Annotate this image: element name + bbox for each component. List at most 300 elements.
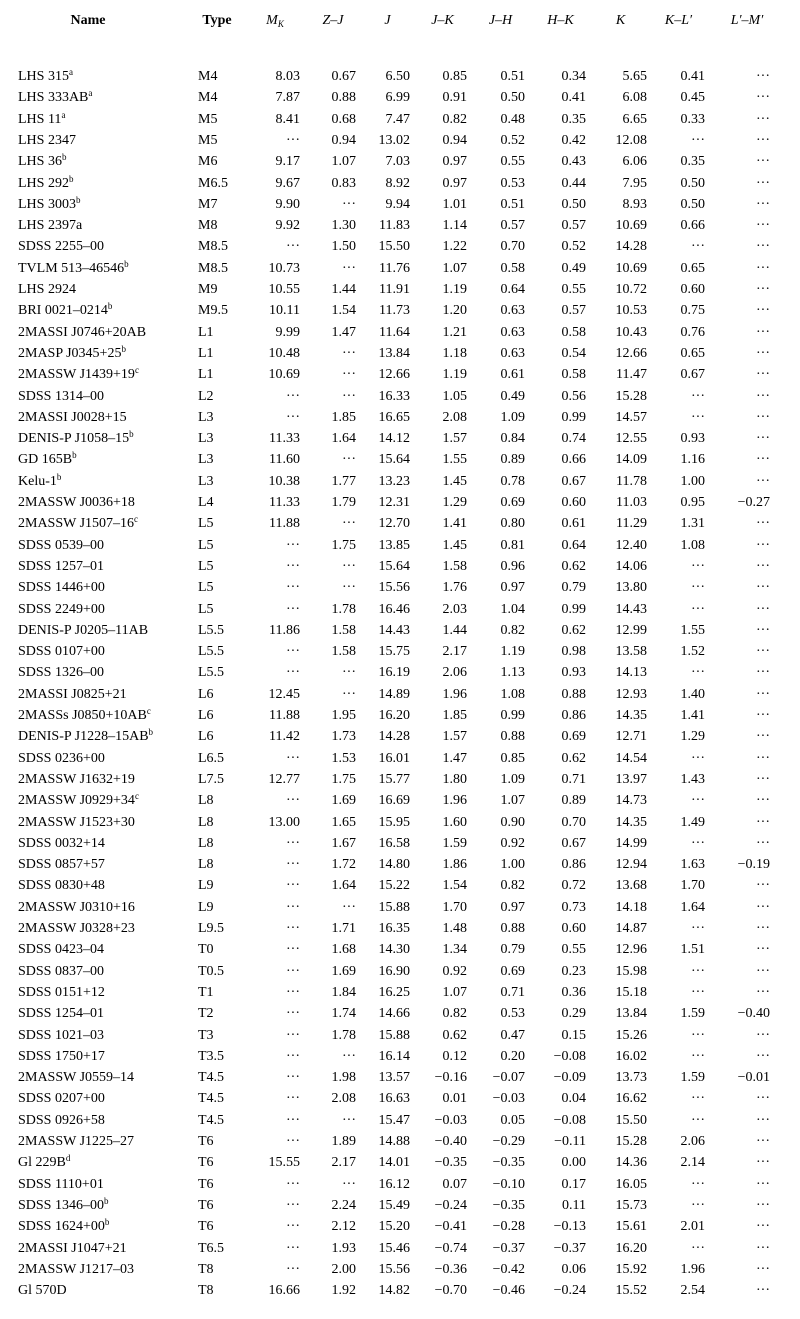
- cell-jk: 1.47: [442, 750, 467, 766]
- cell-k: 16.05: [615, 1176, 647, 1192]
- cell-mk: 13.00: [268, 814, 300, 830]
- cell-hk: 0.55: [561, 282, 586, 297]
- footnote-mark: a: [61, 109, 66, 120]
- cell-mk: ···: [286, 1240, 300, 1256]
- cell-jh: 0.70: [500, 239, 525, 255]
- cell-lm: ···: [756, 793, 770, 809]
- cell-name: [18, 343, 196, 364]
- object-name: 2MASSW J0036+18: [18, 495, 135, 510]
- object-name: GD 165B: [18, 452, 73, 468]
- object-name: SDSS 0857+57: [18, 857, 105, 873]
- cell-name: [18, 1280, 196, 1301]
- cell-lm: ···: [756, 388, 770, 404]
- cell-type: T1: [198, 984, 214, 1000]
- cell-j: 15.56: [378, 1261, 410, 1277]
- cell-k: 14.36: [615, 1155, 647, 1171]
- table-row: [0, 599, 800, 620]
- cell-jk: 1.07: [442, 984, 467, 1000]
- object-name: SDSS 0539–00: [18, 537, 104, 553]
- cell-lm: ···: [756, 750, 770, 766]
- footnote-mark: b: [121, 343, 126, 354]
- cell-mk: 9.90: [275, 196, 300, 212]
- cell-hk: 0.98: [561, 644, 586, 660]
- cell-name: [18, 1110, 196, 1131]
- cell-lm: ···: [756, 132, 770, 148]
- cell-mk: ···: [286, 963, 300, 979]
- cell-lm: ···: [756, 282, 770, 297]
- cell-lm: ···: [756, 1176, 770, 1192]
- table-row: [0, 748, 800, 769]
- cell-type: L5: [198, 537, 214, 553]
- cell-type: T6: [198, 1197, 214, 1213]
- cell-zj: 1.78: [331, 1027, 356, 1043]
- cell-jk: 1.57: [442, 729, 467, 745]
- cell-zj: 2.17: [331, 1155, 356, 1171]
- cell-zj: 1.67: [331, 835, 356, 851]
- cell-name: [18, 513, 196, 534]
- cell-zj: 2.08: [331, 1091, 356, 1107]
- cell-type: M8.5: [198, 239, 228, 255]
- cell-hk: 0.73: [561, 899, 586, 915]
- cell-hk: 0.55: [561, 942, 586, 958]
- cell-jk: 1.41: [442, 516, 467, 532]
- header-mk: [255, 10, 295, 31]
- object-name: 2MASSW J0559–14: [18, 1070, 135, 1086]
- cell-jk: 1.48: [442, 921, 467, 936]
- cell-hk: 0.44: [561, 175, 586, 191]
- cell-type: L5: [198, 558, 214, 574]
- object-name: 2MASSW J0328+23: [18, 921, 135, 936]
- cell-lm: ···: [756, 1091, 770, 1107]
- cell-type: T3: [198, 1027, 214, 1043]
- cell-jh: −0.42: [492, 1261, 525, 1277]
- cell-name: [18, 300, 196, 321]
- cell-k: 14.43: [615, 601, 647, 617]
- cell-j: 15.64: [378, 558, 410, 574]
- cell-hk: 0.72: [561, 878, 586, 894]
- cell-hk: 0.11: [562, 1197, 586, 1213]
- footnote-mark: a: [88, 88, 93, 99]
- cell-name: [18, 833, 196, 854]
- cell-k: 12.71: [615, 729, 647, 745]
- cell-jk: −0.36: [434, 1261, 467, 1277]
- table-row: [0, 897, 800, 918]
- cell-type: L6: [198, 708, 214, 723]
- table-row: [0, 258, 800, 279]
- table-row: [0, 1046, 800, 1067]
- cell-hk: 0.50: [561, 196, 586, 212]
- cell-k: 5.65: [622, 69, 647, 84]
- cell-mk: 16.66: [268, 1283, 300, 1299]
- table-row: [0, 769, 800, 790]
- cell-j: 15.75: [378, 644, 410, 660]
- cell-hk: 0.52: [561, 239, 586, 255]
- cell-mk: ···: [286, 409, 300, 425]
- cell-jh: 0.48: [500, 111, 525, 127]
- cell-hk: −0.13: [553, 1219, 586, 1235]
- cell-jk: 0.62: [442, 1027, 467, 1043]
- cell-jh: 0.85: [500, 750, 525, 766]
- cell-hk: 0.70: [561, 814, 586, 830]
- cell-j: 13.85: [378, 537, 410, 553]
- cell-j: 14.88: [378, 1134, 410, 1149]
- cell-lm: ···: [756, 686, 770, 702]
- footnote-mark: c: [146, 706, 151, 716]
- object-name: 2MASSW J1632+19: [18, 771, 135, 787]
- cell-zj: 1.92: [331, 1283, 356, 1299]
- cell-kl: 1.31: [680, 516, 705, 532]
- cell-name: [18, 705, 196, 726]
- cell-k: 15.28: [615, 1134, 647, 1149]
- cell-zj: 1.89: [331, 1134, 356, 1149]
- object-name: SDSS 0423–04: [18, 942, 104, 958]
- cell-jh: 1.08: [500, 686, 525, 702]
- cell-zj: 0.83: [331, 175, 356, 191]
- cell-lm: ···: [756, 601, 770, 617]
- cell-zj: 2.12: [331, 1219, 356, 1235]
- cell-name: [18, 897, 196, 918]
- cell-jk: 1.58: [442, 558, 467, 574]
- cell-hk: 0.74: [561, 431, 586, 447]
- cell-lm: ···: [756, 1048, 770, 1064]
- cell-kl: ···: [691, 388, 705, 404]
- cell-zj: ···: [342, 1176, 356, 1192]
- cell-hk: −0.09: [553, 1070, 586, 1086]
- cell-hk: 0.54: [561, 345, 586, 361]
- cell-zj: 1.93: [331, 1240, 356, 1256]
- cell-jk: 0.97: [442, 154, 467, 170]
- cell-j: 16.63: [378, 1091, 410, 1107]
- cell-jk: 1.45: [442, 537, 467, 553]
- cell-kl: 0.65: [680, 345, 705, 361]
- cell-k: 11.47: [616, 367, 647, 383]
- cell-type: T6.5: [198, 1240, 225, 1256]
- cell-j: 14.43: [378, 622, 410, 638]
- cell-kl: 1.43: [680, 771, 705, 787]
- cell-j: 14.82: [378, 1283, 410, 1299]
- cell-k: 6.08: [622, 90, 647, 106]
- cell-j: 16.35: [378, 921, 410, 936]
- cell-jk: −0.24: [434, 1197, 467, 1213]
- cell-zj: 1.47: [331, 324, 356, 340]
- cell-k: 15.92: [615, 1261, 647, 1277]
- cell-zj: 1.77: [331, 473, 356, 489]
- cell-name: [18, 918, 196, 939]
- cell-jh: −0.29: [492, 1134, 525, 1149]
- cell-jh: 0.57: [500, 218, 525, 234]
- cell-type: T4.5: [198, 1091, 225, 1107]
- cell-j: 15.46: [378, 1240, 410, 1256]
- cell-jh: 0.81: [500, 537, 525, 553]
- object-name: DENIS-P J1058–15: [18, 431, 130, 447]
- cell-kl: 1.49: [680, 814, 705, 830]
- cell-k: 14.35: [615, 814, 647, 830]
- table-row: [0, 982, 800, 1003]
- cell-jk: 0.12: [442, 1048, 467, 1064]
- object-name: SDSS 1257–01: [18, 558, 104, 574]
- footnote-mark: c: [134, 365, 139, 376]
- cell-mk: 8.41: [275, 111, 300, 127]
- cell-k: 14.13: [615, 665, 647, 681]
- table-row: [0, 1067, 800, 1088]
- cell-mk: 15.55: [268, 1155, 300, 1171]
- cell-jh: 1.19: [500, 644, 525, 660]
- cell-lm: ···: [756, 878, 770, 894]
- cell-jh: 0.82: [500, 622, 525, 638]
- table-row: [0, 875, 800, 896]
- cell-k: 15.26: [615, 1027, 647, 1043]
- cell-mk: ···: [286, 132, 300, 148]
- cell-zj: 1.07: [331, 154, 356, 170]
- cell-type: M5: [198, 111, 218, 127]
- cell-jh: 0.84: [500, 431, 525, 447]
- cell-zj: 1.84: [331, 984, 356, 1000]
- cell-zj: 1.58: [331, 622, 356, 638]
- cell-type: M8.5: [198, 260, 228, 276]
- cell-zj: 1.58: [331, 644, 356, 660]
- cell-type: L7.5: [198, 771, 225, 787]
- table-row: [0, 194, 800, 215]
- cell-jk: 1.19: [442, 367, 467, 383]
- cell-k: 12.40: [615, 537, 647, 553]
- cell-hk: 0.71: [561, 771, 586, 787]
- cell-k: 13.68: [615, 878, 647, 894]
- cell-type: M4: [198, 90, 218, 106]
- cell-jh: 0.63: [500, 324, 525, 340]
- cell-zj: ···: [342, 367, 356, 383]
- cell-j: 16.25: [378, 984, 410, 1000]
- cell-type: T4.5: [198, 1070, 225, 1086]
- cell-j: 16.90: [378, 963, 410, 979]
- cell-lm: ···: [756, 154, 770, 170]
- cell-jh: 1.13: [500, 665, 525, 681]
- cell-lm: ···: [756, 622, 770, 638]
- cell-mk: ···: [286, 644, 300, 660]
- cell-zj: 1.85: [331, 409, 356, 425]
- cell-type: M6.5: [198, 175, 228, 191]
- cell-zj: 0.88: [331, 90, 356, 106]
- cell-jk: 0.94: [442, 132, 467, 148]
- cell-jh: 1.09: [500, 771, 525, 787]
- cell-mk: ···: [286, 1197, 300, 1213]
- cell-name: [18, 1046, 196, 1067]
- cell-j: 11.91: [379, 282, 410, 297]
- cell-zj: 1.75: [331, 771, 356, 787]
- cell-jh: 0.50: [500, 90, 525, 106]
- table-row: [0, 556, 800, 577]
- cell-jk: 1.07: [442, 260, 467, 276]
- cell-mk: ···: [286, 857, 300, 873]
- cell-jh: −0.46: [492, 1283, 525, 1299]
- cell-kl: ···: [691, 1091, 705, 1107]
- cell-hk: 0.42: [561, 132, 586, 148]
- cell-j: 15.77: [378, 771, 410, 787]
- cell-type: T4.5: [198, 1112, 225, 1128]
- cell-name: [18, 961, 196, 982]
- cell-type: L5.5: [198, 644, 225, 660]
- cell-kl: 0.50: [680, 175, 705, 191]
- cell-mk: 10.11: [269, 303, 300, 319]
- cell-jh: 1.04: [500, 601, 525, 617]
- table-row: [0, 279, 800, 300]
- cell-lm: ···: [756, 1240, 770, 1256]
- cell-kl: 1.70: [680, 878, 705, 894]
- cell-jk: 2.17: [442, 644, 467, 660]
- cell-j: 14.66: [378, 1006, 410, 1022]
- cell-lm: ···: [756, 345, 770, 361]
- cell-hk: 0.60: [561, 921, 586, 936]
- cell-hk: 0.56: [561, 388, 586, 404]
- cell-jh: 0.51: [500, 69, 525, 84]
- cell-type: L1: [198, 345, 214, 361]
- header-j-h: J–H: [488, 13, 513, 28]
- cell-k: 10.72: [615, 282, 647, 297]
- cell-k: 14.87: [615, 921, 647, 936]
- header-name: Name: [70, 13, 106, 28]
- cell-type: T2: [198, 1006, 214, 1022]
- table-row: [0, 641, 800, 662]
- object-name: SDSS 0207+00: [18, 1091, 105, 1107]
- cell-jk: 1.96: [442, 686, 467, 702]
- cell-lm: −0.19: [737, 857, 770, 873]
- cell-mk: ···: [286, 1134, 300, 1149]
- cell-jh: 0.80: [500, 516, 525, 532]
- cell-jh: −0.07: [492, 1070, 525, 1086]
- header-j-k: J–K: [431, 13, 454, 28]
- cell-kl: ···: [691, 132, 705, 148]
- cell-mk: ···: [286, 1027, 300, 1043]
- cell-mk: ···: [286, 580, 300, 596]
- cell-zj: 1.54: [331, 303, 356, 319]
- cell-type: L8: [198, 835, 214, 851]
- cell-k: 15.28: [615, 388, 647, 404]
- cell-hk: 0.34: [561, 69, 586, 84]
- cell-j: 7.03: [385, 154, 410, 170]
- cell-zj: 1.65: [331, 814, 356, 830]
- cell-j: 12.31: [378, 495, 410, 510]
- cell-zj: ···: [342, 558, 356, 574]
- cell-hk: 0.79: [561, 580, 586, 596]
- cell-name: [18, 364, 196, 385]
- cell-lm: ···: [756, 473, 770, 489]
- cell-jk: 0.01: [442, 1091, 467, 1107]
- cell-hk: 0.58: [561, 367, 586, 383]
- cell-kl: ···: [691, 793, 705, 809]
- cell-j: 16.69: [378, 793, 410, 809]
- table-row: [0, 854, 800, 875]
- cell-type: L5: [198, 601, 214, 617]
- cell-type: L9: [198, 878, 214, 894]
- cell-type: L1: [198, 367, 214, 383]
- cell-name: [18, 236, 196, 257]
- cell-name: [18, 726, 196, 747]
- cell-kl: 1.16: [680, 452, 705, 468]
- cell-k: 12.93: [615, 686, 647, 702]
- cell-kl: 0.75: [680, 303, 705, 319]
- cell-k: 14.57: [615, 409, 647, 425]
- object-name: LHS 3003: [18, 196, 76, 212]
- cell-name: [18, 875, 196, 896]
- cell-kl: 0.76: [680, 324, 705, 340]
- cell-jk: 1.44: [442, 622, 467, 638]
- footnote-mark: b: [61, 152, 67, 163]
- cell-name: [18, 279, 196, 300]
- cell-jh: 0.97: [500, 580, 525, 596]
- cell-kl: ···: [691, 835, 705, 851]
- cell-k: 15.61: [615, 1219, 647, 1235]
- cell-jh: 0.51: [500, 196, 525, 212]
- cell-kl: ···: [691, 601, 705, 617]
- cell-type: L8: [198, 814, 214, 830]
- table-row: [0, 1131, 800, 1152]
- cell-jh: −0.28: [492, 1219, 525, 1235]
- cell-name: [18, 1195, 196, 1216]
- header-h-k: H–K: [547, 13, 574, 28]
- cell-j: 16.19: [378, 665, 410, 681]
- cell-hk: 0.06: [561, 1261, 586, 1277]
- cell-lm: ···: [756, 324, 770, 340]
- cell-k: 12.55: [615, 431, 647, 447]
- cell-mk: ···: [286, 835, 300, 851]
- cell-type: T8: [198, 1283, 214, 1299]
- cell-jk: 1.45: [442, 473, 467, 489]
- cell-name: [18, 471, 196, 492]
- cell-lm: ···: [756, 1155, 770, 1171]
- cell-kl: ···: [691, 963, 705, 979]
- cell-mk: 10.55: [268, 282, 300, 297]
- cell-type: L1: [198, 324, 214, 340]
- cell-mk: 12.77: [268, 771, 300, 787]
- cell-j: 11.76: [379, 260, 410, 276]
- cell-type: M9.5: [198, 303, 228, 319]
- cell-mk: ···: [286, 984, 300, 1000]
- cell-hk: 0.57: [561, 303, 586, 319]
- table-row: [0, 726, 800, 747]
- cell-j: 15.88: [378, 1027, 410, 1043]
- cell-hk: 0.57: [561, 218, 586, 234]
- cell-k: 13.58: [615, 644, 647, 660]
- object-name: LHS 11: [18, 111, 62, 127]
- cell-k: 11.03: [616, 495, 647, 510]
- cell-kl: ···: [691, 1197, 705, 1213]
- cell-k: 14.06: [615, 558, 647, 574]
- cell-mk: ···: [286, 388, 300, 404]
- cell-lm: −0.27: [737, 495, 770, 510]
- cell-kl: 1.40: [680, 686, 705, 702]
- cell-jh: 0.61: [500, 367, 525, 383]
- table-row: [0, 662, 800, 683]
- cell-jk: 0.07: [442, 1176, 467, 1192]
- cell-jk: 0.85: [442, 69, 467, 84]
- cell-jh: 0.69: [500, 963, 525, 979]
- object-name: SDSS 1326–00: [18, 665, 104, 681]
- cell-name: [18, 130, 196, 151]
- cell-j: 15.64: [378, 452, 410, 468]
- cell-hk: 0.36: [561, 984, 586, 1000]
- cell-kl: 1.51: [680, 942, 705, 958]
- cell-j: 14.89: [378, 686, 410, 702]
- object-name: SDSS 1110+01: [18, 1176, 104, 1192]
- cell-mk: ···: [286, 665, 300, 681]
- cell-zj: 1.78: [331, 601, 356, 617]
- cell-lm: ···: [756, 452, 770, 468]
- footnote-mark: b: [104, 1217, 110, 1228]
- cell-mk: ···: [286, 537, 300, 553]
- cell-hk: 0.99: [561, 409, 586, 425]
- cell-hk: 0.67: [561, 835, 586, 851]
- cell-jh: 0.78: [500, 473, 525, 489]
- cell-k: 14.28: [615, 239, 647, 255]
